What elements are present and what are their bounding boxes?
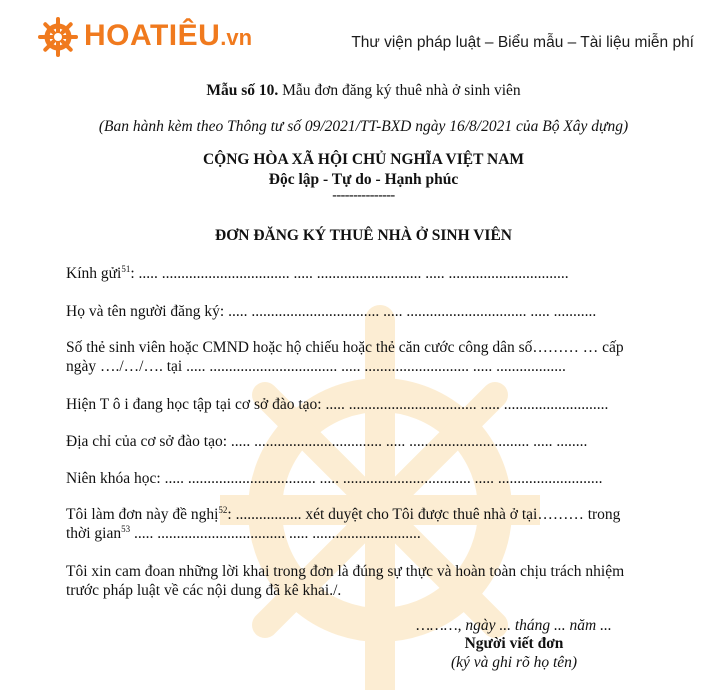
ship-wheel-icon [38,17,78,57]
student-id-field[interactable]: Số thẻ sinh viên hoặc CMND hoặc hộ chiếu hoặc thẻ căn cước công dân số……… … cấp [66,339,624,356]
course-field[interactable]: Niên khóa học: ..... ................................. ..... ................................. ..... ........................... [66,470,603,487]
declaration-line-1: Tôi xin cam đoan những lời khai trong đơn là đúng sự thực và hoàn toàn chịu trách nhiệm [66,563,625,580]
site-tagline: Thư viện pháp luật – Biểu mẫu – Tài liệu miễn phí [351,34,694,51]
issue-date-place-field[interactable]: ngày …./…/…. tại ..... ................................. ..... ........................... ..... .................. [66,358,566,375]
site-logo[interactable] [38,16,252,58]
signer-label: Người viết đơn [464,635,564,652]
footnote-ref: 51 [121,264,131,274]
signature-note: (ký và ghi rõ họ tên) [450,654,578,671]
issued-by-note: (Ban hành kèm theo Thông tư số 09/2021/TT-BXD ngày 16/8/2021 của Bộ Xây dựng) [98,118,629,135]
request-field[interactable]: Tôi làm đơn này đề nghị$^{52}$: ................. xét duyệt cho Tôi được thuê nhà ở tại……… trong [66,505,621,523]
period-field[interactable]: thời gian$^{53}$ ..... ................................. ..... ............................ [66,524,421,542]
national-motto: Độc lập - Tự do - Hạnh phúc [268,171,459,188]
heading-rule: --------------- [332,188,395,203]
national-heading: CỘNG HÒA XÃ HỘI CHỦ NGHĨA VIỆT NAM [202,151,525,168]
brand-name: HOATIÊU.vn [84,19,253,52]
document-title: ĐƠN ĐĂNG KÝ THUÊ NHÀ Ở SINH VIÊN [215,227,512,244]
signature-date[interactable]: ………, ngày ... tháng ... năm ... [416,617,612,634]
site-header [0,0,727,74]
footnote-ref: 52 [218,505,228,515]
recipient-field[interactable]: Kính gửi$^{51}$: ..... ................................. ..... ........................... ..... ............................... [66,264,569,282]
form-number: Mẫu số 10. Mẫu đơn đăng ký thuê nhà ở sinh viên [206,82,521,99]
school-address-field[interactable]: Địa chỉ của cơ sở đào tạo: ..... ................................. ..... ............................... ..... ........ [66,433,588,450]
school-field[interactable]: Hiện T ô i đang học tập tại cơ sở đào tạo: ..... ................................. ..... ........................... [66,396,609,413]
applicant-name-field[interactable]: Họ và tên người đăng ký: ..... ................................. ..... ............................... ..... ........... [66,303,597,320]
declaration-line-2: trước pháp luật về các nội dung đã kê khai./. [66,582,342,599]
footnote-ref: 53 [121,524,131,534]
